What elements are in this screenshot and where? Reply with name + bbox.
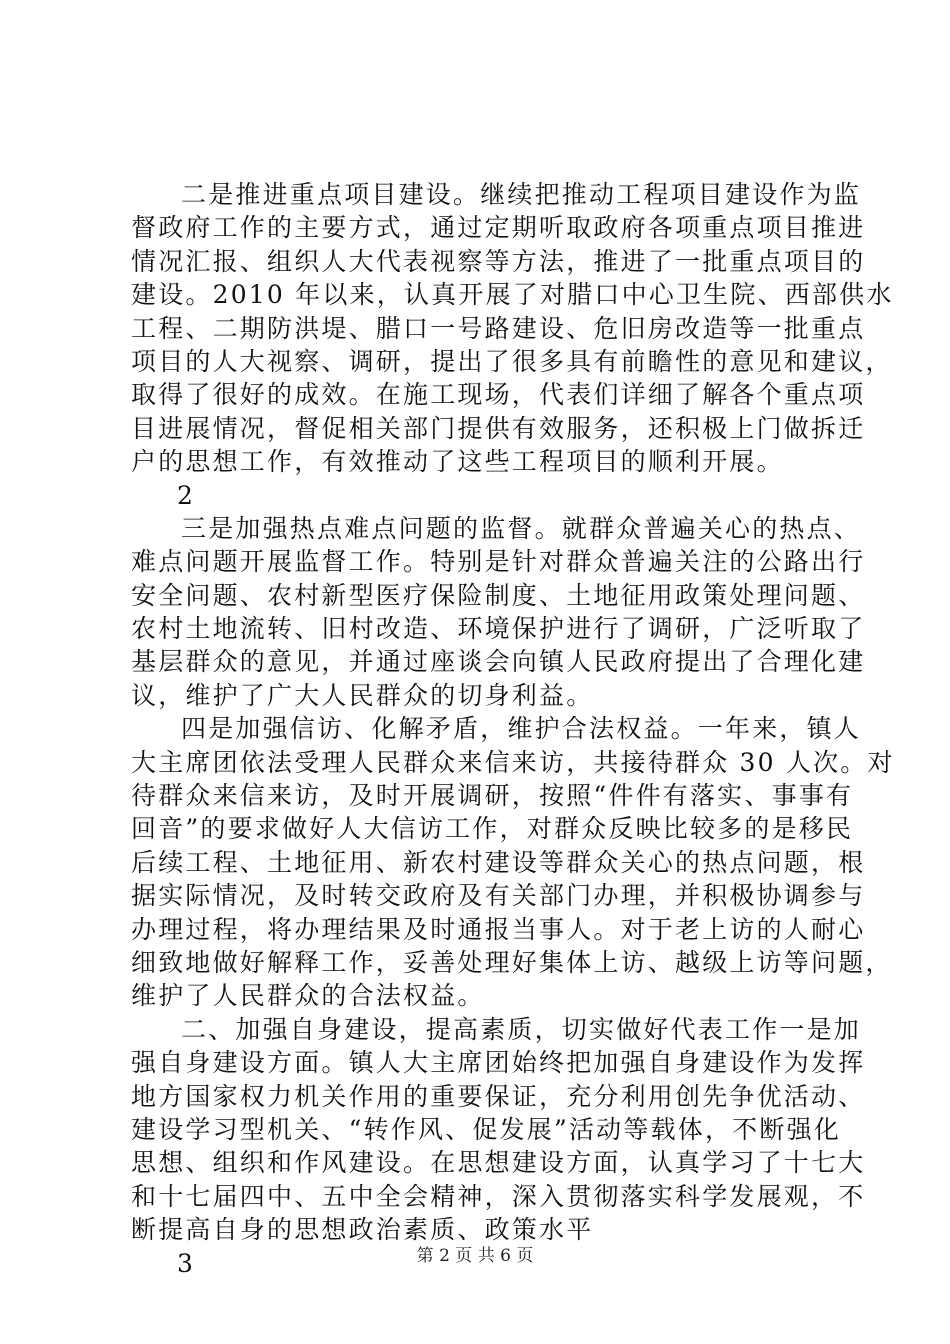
- text-line: 工程、二期防洪堤、腊口一号路建设、危旧房改造等一批重点: [131, 313, 866, 343]
- text-line: 基层群众的意见，并通过座谈会向镇人民政府提出了合理化建: [131, 647, 866, 677]
- text-line: 议，维护了广大人民群众的切身利益。: [131, 680, 594, 710]
- page-footer: 第 2 页 共 6 页: [416, 1246, 534, 1266]
- inline-page-number: 3: [177, 1248, 193, 1278]
- text-line: 据实际情况，及时转交政府及有关部门办理，并积极协调参与: [131, 881, 866, 911]
- text-line: 督政府工作的主要方式，通过定期听取政府各项重点项目推进: [131, 213, 866, 243]
- text-line: 断提高自身的思想政治素质、政策水平: [131, 1215, 594, 1245]
- text-line: 户的思想工作，有效推动了这些工程项目的顺利开展。: [131, 447, 784, 477]
- text-line: 地方国家权力机关作用的重要保证，充分利用创先争优活动、: [131, 1081, 866, 1111]
- text-line: 二是推进重点项目建设。继续把推动工程项目建设作为监: [181, 180, 862, 209]
- text-line: 目进展情况，督促相关部门提供有效服务，还积极上门做拆迁: [131, 413, 866, 443]
- text-line: 安全问题、农村新型医疗保险制度、土地征用政策处理问题、: [131, 580, 866, 610]
- text-line: 建设学习型机关、“转作风、促发展”活动等载体，不断强化: [131, 1114, 841, 1144]
- text-line: 办理过程，将办理结果及时通报当事人。对于老上访的人耐心: [131, 914, 866, 944]
- text-line: 维护了人民群众的合法权益。: [131, 981, 485, 1011]
- text-line: 回音”的要求做好人大信访工作，对群众反映比较多的是移民: [131, 814, 854, 844]
- text-line: 思想、组织和作风建设。在思想建设方面，认真学习了十七大: [131, 1148, 866, 1178]
- text-line: 农村土地流转、旧村改造、环境保护进行了调研，广泛听取了: [131, 614, 866, 644]
- text-line: 四是加强信访、化解矛盾，维护合法权益。一年来，镇人: [181, 714, 862, 744]
- document-body: [131, 178, 895, 1280]
- text-line: 后续工程、土地征用、新农村建设等群众关心的热点问题，根: [131, 847, 866, 877]
- text-line: 难点问题开展监督工作。特别是针对群众普遍关注的公路出行: [131, 547, 866, 577]
- text-line: 项目的人大视察、调研，提出了很多具有前瞻性的意见和建议，: [131, 346, 893, 376]
- text-line: 取得了很好的成效。在施工现场，代表们详细了解各个重点项: [131, 380, 866, 410]
- text-line: 建设。2010 年以来，认真开展了对腊口中心卫生院、西部供水: [131, 280, 894, 310]
- text-line: 强自身建设方面。镇人大主席团始终把加强自身建设作为发挥: [131, 1048, 866, 1078]
- text-line: 三是加强热点难点问题的监督。就群众普遍关心的热点、: [181, 513, 862, 543]
- text-line: 二、加强自身建设，提高素质，切实做好代表工作一是加: [181, 1014, 862, 1044]
- text-line: 情况汇报、组织人大代表视察等方法，推进了一批重点项目的: [131, 246, 866, 276]
- text-line: 大主席团依法受理人民群众来信来访，共接待群众 30 人次。对: [131, 747, 895, 777]
- text-line: 待群众来信来访，及时开展调研，按照“件件有落实、事事有: [131, 781, 854, 811]
- text-line: 细致地做好解释工作，妥善处理好集体上访、越级上访等问题，: [131, 947, 893, 977]
- inline-page-number: 2: [177, 480, 193, 510]
- text-line: 和十七届四中、五中全会精神，深入贯彻落实科学发展观，不: [131, 1181, 866, 1211]
